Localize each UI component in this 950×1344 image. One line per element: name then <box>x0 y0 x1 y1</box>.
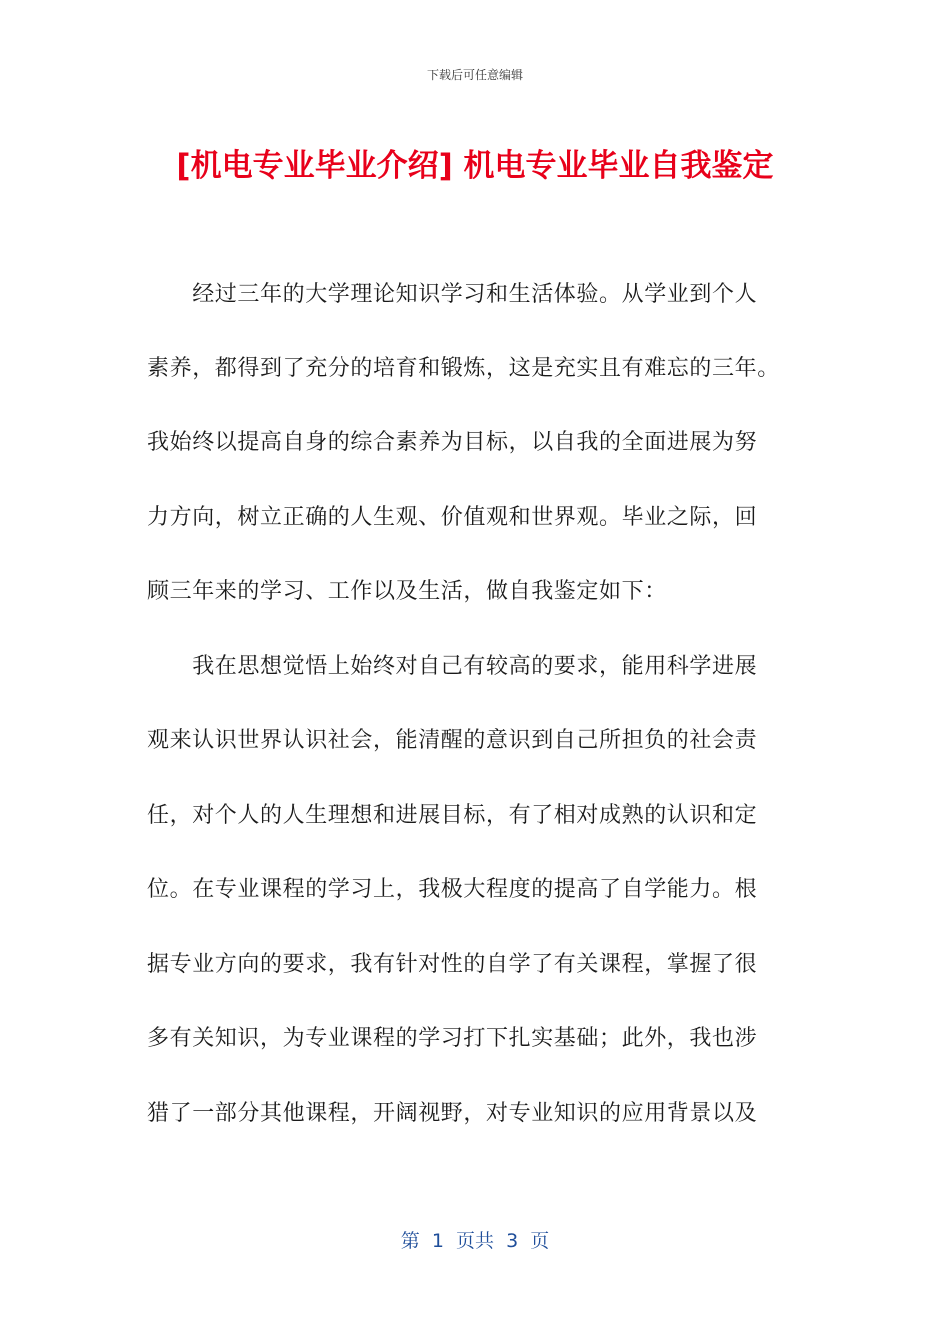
text-line: 位。在专业课程的学习上，我极大程度的提高了自学能力。根 <box>147 877 758 902</box>
page-number-footer: 第 1 页共 3 页 <box>400 1230 550 1252</box>
text-line: 多有关知识，为专业课程的学习打下扎实基础；此外，我也涉 <box>147 1026 758 1051</box>
text-line: 素养，都得到了充分的培育和锻炼，这是充实且有难忘的三年。 <box>147 356 780 381</box>
document-title: [机电专业毕业介绍] 机电专业毕业自我鉴定 <box>176 148 774 184</box>
text-line: 我在思想觉悟上始终对自己有较高的要求，能用科学进展 <box>147 654 758 679</box>
text-line: 力方向，树立正确的人生观、价值观和世界观。毕业之际，回 <box>147 505 758 530</box>
text-line: 观来认识世界认识社会，能清醒的意识到自己所担负的社会责 <box>147 728 758 753</box>
text-line: 经过三年的大学理论知识学习和生活体验。从学业到个人 <box>147 282 758 307</box>
text-line: 顾三年来的学习、工作以及生活，做自我鉴定如下： <box>147 579 667 604</box>
text-line: 任，对个人的人生理想和进展目标，有了相对成熟的认识和定 <box>147 803 758 828</box>
text-line: 猎了一部分其他课程，开阔视野，对专业知识的应用背景以及 <box>147 1101 758 1126</box>
text-line: 我始终以提高自身的综合素养为目标，以自我的全面进展为努 <box>147 430 758 455</box>
header-note: 下载后可任意编辑 <box>426 68 523 82</box>
text-line: 据专业方向的要求，我有针对性的自学了有关课程，掌握了很 <box>147 952 758 977</box>
